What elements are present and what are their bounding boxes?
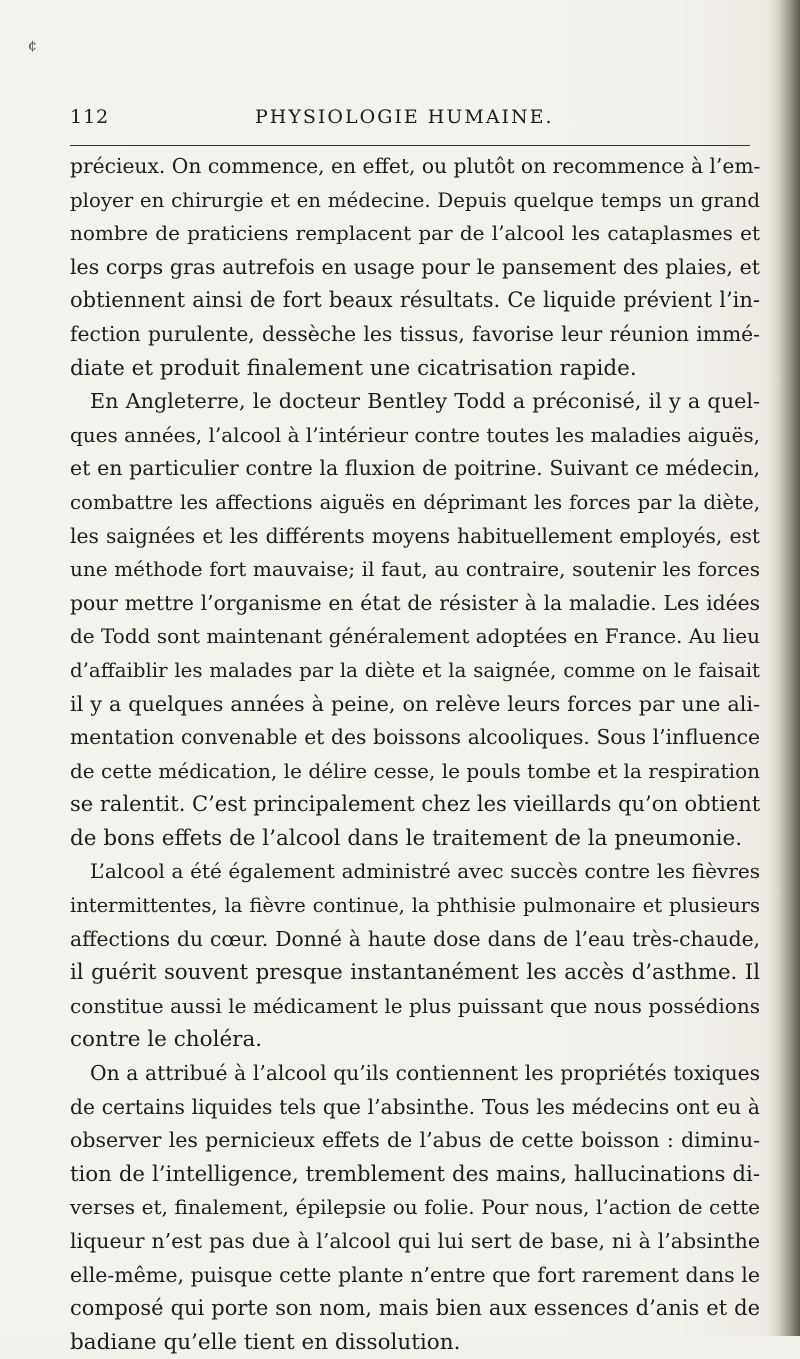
body-text bbox=[70, 150, 760, 1359]
text-line: il guérit souvent presque instantanément les accès d’asthme. Il bbox=[70, 960, 760, 986]
page-number: 112 bbox=[70, 106, 110, 128]
paragraph bbox=[70, 150, 760, 385]
text-line: affections du cœur. Donné à haute dose dans de l’eau très-chaude, bbox=[70, 926, 760, 951]
paragraph bbox=[70, 855, 760, 1057]
text-line: pour mettre l’organisme en état de résister à la maladie. Les idées bbox=[70, 590, 760, 615]
text-line: une méthode fort mauvaise; il faut, au contraire, soutenir les forces bbox=[70, 557, 760, 582]
running-head bbox=[70, 106, 750, 132]
text-line: intermittentes, la fièvre continue, la phthisie pulmonaire et plusieurs bbox=[70, 894, 760, 918]
text-line: tion de l’intelligence, tremblement des mains, hallucinations di- bbox=[70, 1161, 760, 1187]
header-rule bbox=[70, 145, 750, 146]
paragraph bbox=[70, 385, 760, 855]
text-line: les corps gras autrefois en usage pour le pansement des plaies, et bbox=[70, 254, 760, 279]
text-line: constitue aussi le médicament le plus puissant que nous possédions bbox=[70, 993, 760, 1018]
running-title: PHYSIOLOGIE HUMAINE. bbox=[255, 106, 554, 128]
text-line: fection purulente, dessèche les tissus, favorise leur réunion immé- bbox=[70, 321, 760, 346]
text-line: On a attribué à l’alcool qu’ils contiennent les propriétés toxiques bbox=[90, 1061, 760, 1086]
text-line: ques années, l’alcool à l’intérieur contre toutes les maladies aiguës, bbox=[70, 422, 760, 447]
text-line: diate et produit finalement une cicatrisation rapide. bbox=[70, 355, 637, 381]
text-line: verses et, finalement, épilepsie ou folie. Pour nous, l’action de cette bbox=[70, 1195, 760, 1220]
text-line: précieux. On commence, en effet, ou plutôt on recommence à l’em- bbox=[70, 154, 761, 178]
text-line: il y a quelques années à peine, on relève leurs forces par une ali- bbox=[70, 691, 760, 716]
text-line: contre le choléra. bbox=[70, 1027, 263, 1053]
text-line: d’affaiblir les malades par la diète et la saignée, comme on le faisait bbox=[70, 658, 760, 682]
text-line: observer les pernicieux effets de l’abus de cette boisson : diminu- bbox=[70, 1128, 760, 1153]
page-edge-shadow bbox=[766, 0, 800, 1336]
text-line: se ralentit. C’est principalement chez les vieillards qu’on obtient bbox=[70, 792, 761, 817]
text-line: de bons effets de l’alcool dans le traitement de la pneumonie. bbox=[70, 825, 743, 851]
text-line: de certains liquides tels que l’absinthe. Tous les médecins ont eu à bbox=[70, 1094, 760, 1119]
text-line: liqueur n’est pas due à l’alcool qui lui sert de base, ni à l’absinthe bbox=[70, 1229, 760, 1253]
text-line: de Todd sont maintenant généralement adoptées en France. Au lieu bbox=[70, 624, 760, 649]
margin-mark: ¢ bbox=[28, 38, 37, 54]
text-line: ployer en chirurgie et en médecine. Depuis quelque temps un grand bbox=[70, 188, 760, 212]
text-line: badiane qu’elle tient en dissolution. bbox=[70, 1329, 461, 1355]
text-line: elle-même, puisque cette plante n’entre que fort rarement dans le bbox=[70, 1262, 760, 1287]
text-line: composé qui porte son nom, mais bien aux essences d’anis et de bbox=[70, 1296, 760, 1321]
text-line: les saignées et les différents moyens habituellement employés, est bbox=[70, 523, 760, 548]
text-line: combattre les affections aiguës en déprimant les forces par la diète, bbox=[70, 490, 760, 514]
text-line: et en particulier contre la fluxion de poitrine. Suivant ce médecin, bbox=[70, 456, 760, 481]
text-line: de cette médication, le délire cesse, le pouls tombe et la respiration bbox=[70, 758, 760, 783]
text-line: obtiennent ainsi de fort beaux résultats. Ce liquide prévient l’in- bbox=[70, 288, 760, 313]
text-line: mentation convenable et des boissons alcooliques. Sous l’influence bbox=[70, 725, 760, 750]
text-line: L’alcool a été également administré avec succès contre les fièvres bbox=[90, 859, 760, 884]
text-line: En Angleterre, le docteur Bentley Todd a préconisé, il y a quel- bbox=[90, 389, 760, 414]
paragraph bbox=[70, 1057, 760, 1359]
text-line: nombre de praticiens remplacent par de l’alcool les cataplasmes et bbox=[70, 221, 760, 246]
